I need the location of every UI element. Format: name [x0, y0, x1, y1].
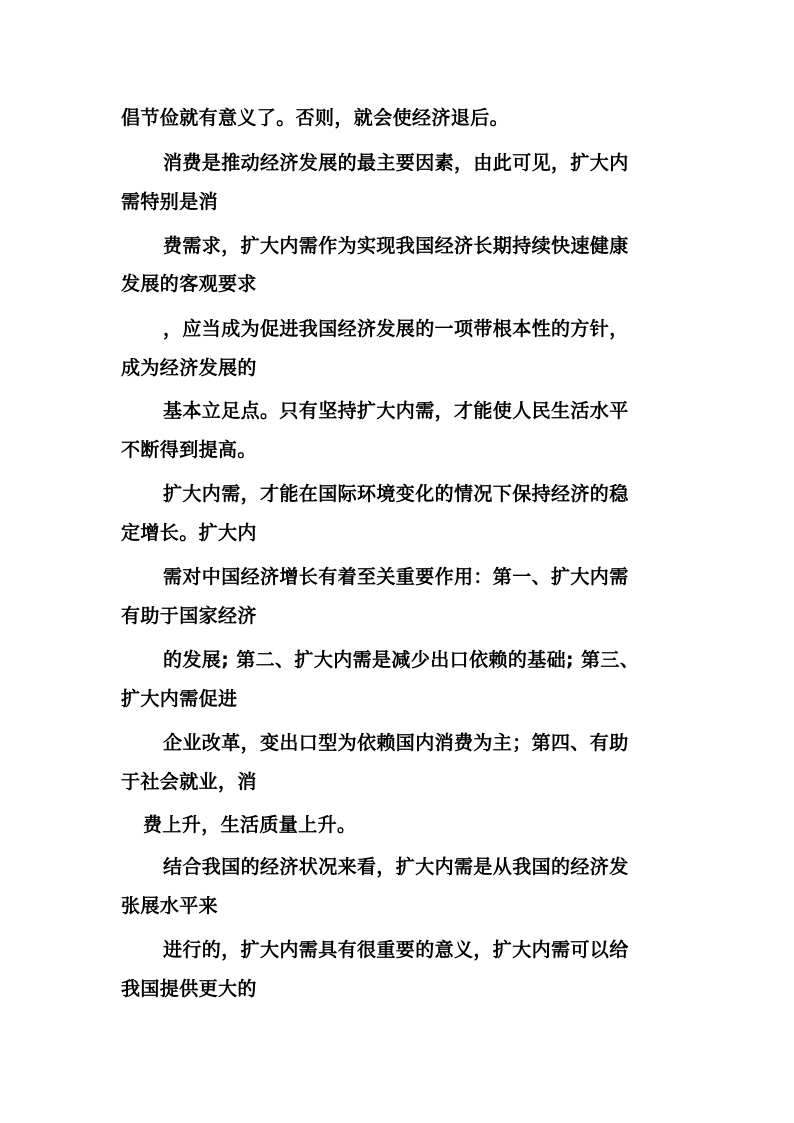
text-line-21: 进行的，扩大内需具有很重要的意义，扩大内需可以给: [163, 939, 629, 961]
text-line-4: 费需求，扩大内需作为实现我国经济长期持续快速健康: [163, 235, 629, 257]
text-line-10: 扩大内需，才能在国际环境变化的情况下保持经济的稳: [163, 483, 629, 505]
text-line-8: 基本立足点。只有坚持扩大内需，才能使人民生活水平: [163, 400, 629, 422]
text-line-6: ，应当成为促进我国经济发展的一项带根本性的方针，: [163, 318, 629, 340]
text-line-2: 消费是推动经济发展的最主要因素，由此可见，扩大内: [163, 152, 629, 174]
text-line-17: 于社会就业，消: [121, 771, 257, 793]
text-line-7: 成为经济发展的: [121, 357, 257, 379]
text-line-3: 需特别是消: [121, 191, 219, 213]
text-line-15: 扩大内需促进: [121, 688, 238, 710]
text-line-20: 张展水平来: [121, 895, 219, 917]
text-line-16: 企业改革，变出口型为依赖国内消费为主；第四、有助: [163, 732, 629, 754]
text-line-1: 倡节俭就有意义了。否则，就会使经济退后。: [121, 107, 510, 129]
text-line-14: 的发展; 第二、扩大内需是减少出口依赖的基础; 第三、: [163, 649, 640, 671]
text-line-11: 定增长。扩大内: [121, 522, 257, 544]
text-line-19: 结合我国的经济状况来看，扩大内需是从我国的经济发: [163, 856, 629, 878]
text-line-9: 不断得到提高。: [121, 439, 257, 461]
text-line-18: 费上升，生活质量上升。: [143, 814, 357, 836]
text-line-5: 发展的客观要求: [121, 273, 257, 295]
text-line-22: 我国提供更大的: [121, 978, 257, 1000]
text-line-12: 需对中国经济增长有着至关重要作用：第一、扩大内需: [163, 566, 629, 588]
text-line-13: 有助于国家经济: [121, 605, 257, 627]
